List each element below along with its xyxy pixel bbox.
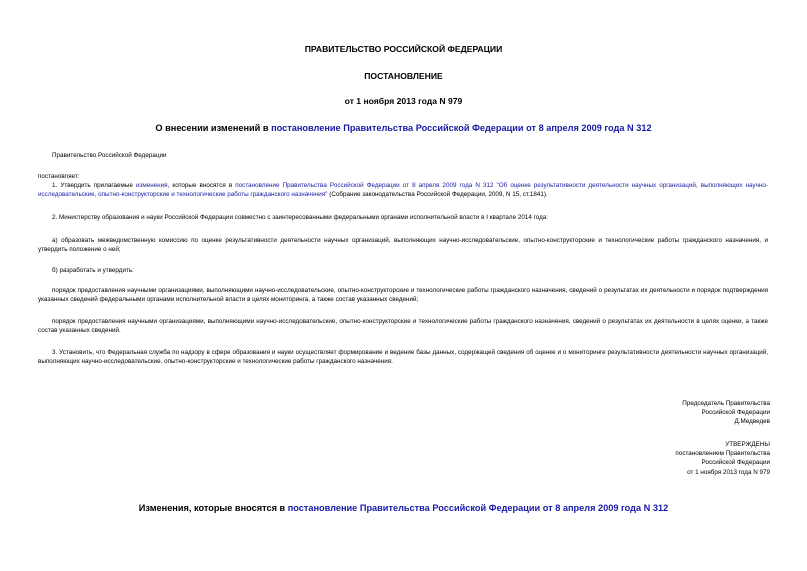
signature-line-2: Российской Федерации	[701, 409, 770, 417]
government-heading: ПРАВИТЕЛЬСТВО РОССИЙСКОЙ ФЕДЕРАЦИИ	[304, 44, 503, 54]
signature-line-3: Д.Медведев	[734, 418, 770, 426]
paragraph-3: 3. Установить, что Федеральная служба по надзору в сфере образования и науки осуществляет формирование и ведение базы данных, содержащей сведения об оценке и о мониторинге результативности деятельности научных организаций, выполняющих научно-исследовательские, опытно-конструкторские и технологические работы гражданского назначения.	[38, 349, 768, 365]
document-type-heading: ПОСТАНОВЛЕНИЕ	[364, 71, 443, 81]
document-title-prefix: О внесении изменений в	[155, 123, 272, 133]
resolution-312-link[interactable]: постановление Правительства Российской Федерации от 8 апреля 2009 года N 312 "Об оценке результативности деятельности научных организаций, выполняющих научно-исследовательские, опытно-конструкторские и технологические работы гражданского назначения"	[38, 181, 769, 198]
approval-line-3: Российской Федерации	[701, 459, 770, 467]
changes-title	[0, 503, 807, 513]
paragraph-2-block	[38, 214, 768, 223]
paragraph-2b2: порядок предоставления научными организациями, выполняющими научно-исследовательские, опытно-конструкторские и технологические работы гражданского назначения, сведений о результатах их деятельности в целях оценки, а также состав указанных сведений.	[38, 318, 768, 334]
approval-line-4: от 1 ноября 2013 года N 979	[687, 468, 770, 476]
signature-block	[682, 399, 770, 427]
document-date-number: от 1 ноября 2013 года N 979	[344, 96, 463, 106]
paragraph-2b1: порядок предоставления научными организациями, выполняющими научно-исследовательские, опытно-конструкторские и технологические работы гражданского назначения, сведений о результатах их деятельности и порядок подтверждения указанных сведений федеральными органами исполнительной власти в целях мониторинга, а также состав указанных сведений;	[38, 287, 768, 303]
paragraph-2b2-block	[38, 318, 768, 336]
changes-title-prefix: Изменения, которые вносятся в	[138, 503, 288, 513]
paragraph-2b-block	[38, 267, 768, 276]
changes-link[interactable]: изменения	[135, 181, 168, 189]
resolves-text: постановляет:	[38, 173, 80, 180]
operative-section	[38, 173, 768, 200]
paragraph-1-text-b: , которые вносятся в	[167, 181, 236, 189]
paragraph-2b: б) разработать и утвердить:	[52, 267, 134, 274]
paragraph-2: 2. Министерству образования и науки Российской Федерации совместно с заинтересованными федеральными органами исполнительной власти в I квартале 2014 года:	[52, 214, 549, 221]
approval-line-1: УТВЕРЖДЕНЫ	[725, 441, 770, 448]
document-body	[38, 152, 768, 161]
approval-line-2: постановлением Правительства	[675, 450, 770, 458]
paragraph-2a: а) образовать межведомственную комиссию по оценке результативности деятельности научных организаций, выполняющих научно-исследовательские, опытно-конструкторские и технологические работы гражданского назначения, и утвердить положение о ней;	[38, 237, 768, 253]
signature-line-1: Председатель Правительства	[682, 400, 770, 407]
paragraph-2b1-block	[38, 287, 768, 305]
approval-block	[675, 440, 770, 477]
paragraph-1-text-c: (Собрание законодательства Российской Федерации, 2009, N 15, ст.1841).	[327, 190, 548, 198]
paragraph-1	[38, 182, 768, 200]
paragraph-2a-block	[38, 237, 768, 255]
changes-title-link[interactable]: постановление Правительства Российской Федерации от 8 апреля 2009 года N 312	[287, 503, 669, 513]
paragraph-3-block	[38, 349, 768, 367]
paragraph-1-text-a: 1. Утвердить прилагаемые	[52, 181, 136, 189]
issuer-text: Правительство Российской Федерации	[52, 152, 167, 159]
document-title	[0, 123, 807, 133]
referenced-resolution-link[interactable]: постановление Правительства Российской Федерации от 8 апреля 2009 года N 312	[271, 123, 652, 133]
